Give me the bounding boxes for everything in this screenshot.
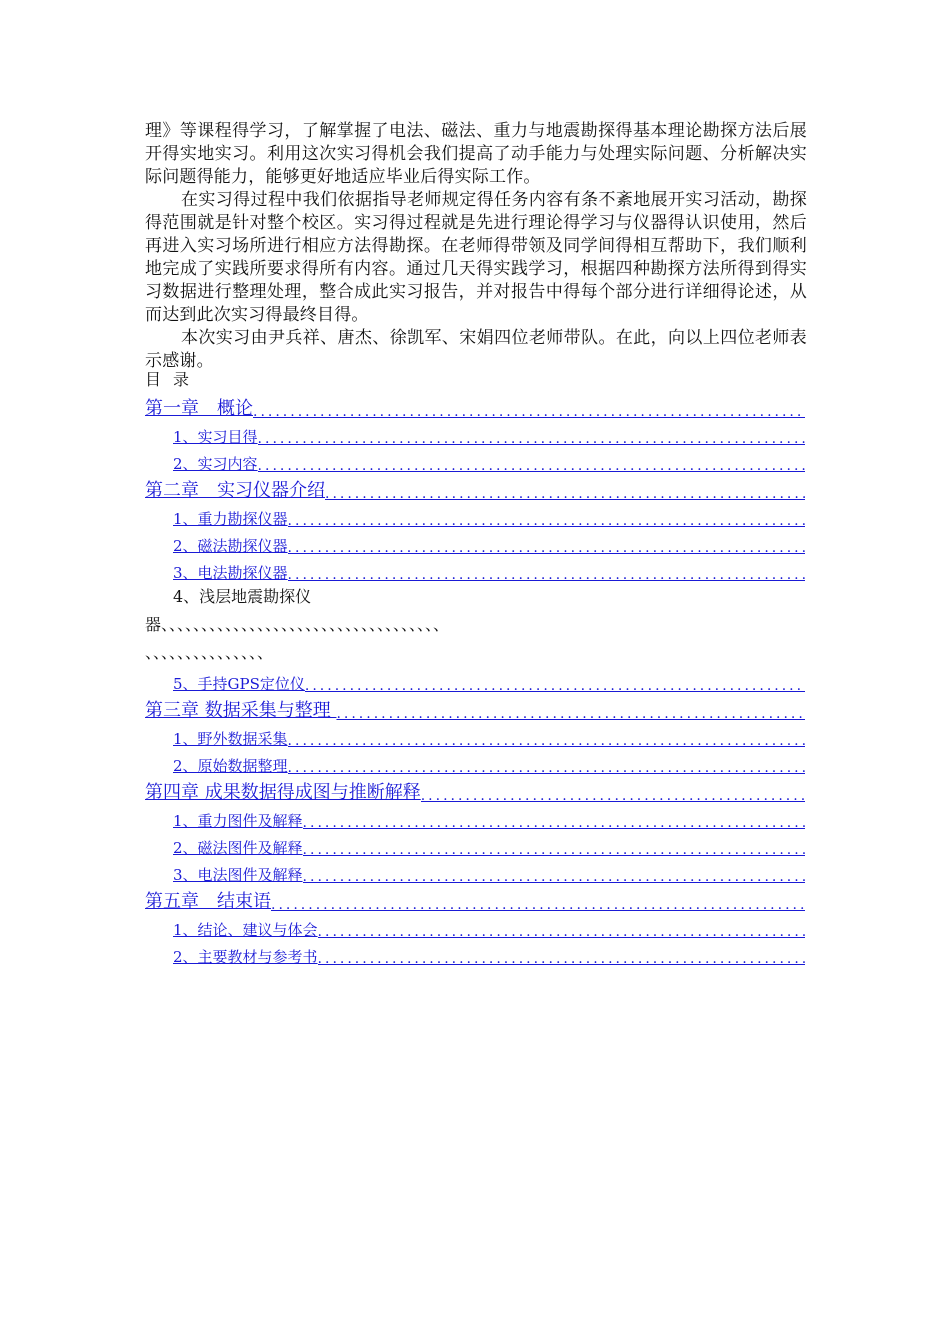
toc-leader-dots: [325, 486, 805, 502]
toc-leader-dots: [288, 513, 805, 529]
toc-chapter-1-link[interactable]: [145, 392, 805, 420]
toc-leader-dots: [253, 404, 805, 420]
toc-chapter-2-title: 第二章 实习仪器介绍: [145, 480, 325, 501]
toc-leader-dots: [288, 567, 805, 583]
toc-chapter-3-title: 第三章 数据采集与整理: [145, 700, 337, 721]
toc-section-2-4-line-2: 器、、、、、、、、、、、、、、、、、、、、、、、、、、、、、、、、、、、: [145, 615, 450, 634]
toc-leader-dots: [288, 760, 805, 776]
toc-section-2-2-link[interactable]: [145, 529, 805, 556]
toc-section-2-1-title: 1、重力勘探仪器: [173, 510, 288, 528]
toc-section-2-4-line-1: 4、浅层地震勘探仪: [173, 587, 312, 606]
toc-section-1-1-title: 1、实习目得: [173, 428, 258, 446]
toc-heading: 目录: [145, 370, 202, 389]
toc-section-2-4-plain: [145, 583, 805, 667]
toc-section-4-1-title: 1、重力图件及解释: [173, 812, 303, 830]
toc-section-5-1-title: 1、结论、建议与体会: [173, 921, 318, 939]
intro-text: [145, 120, 807, 373]
toc-chapter-4-title: 第四章 成果数据得成图与推断解释: [145, 782, 421, 803]
toc-leader-dots: [303, 815, 805, 831]
toc-section-5-2-title: 2、主要教材与参考书: [173, 948, 318, 966]
toc-section-1-1-link[interactable]: [145, 420, 805, 447]
toc-leader-dots: [336, 706, 805, 722]
toc-leader-dots: [303, 842, 805, 858]
toc-section-2-1-link[interactable]: [145, 502, 805, 529]
toc-chapter-5-link[interactable]: [145, 885, 805, 913]
toc-section-4-3-link[interactable]: [145, 858, 805, 885]
toc-section-2-2-title: 2、磁法勘探仪器: [173, 537, 288, 555]
toc-section-4-2-title: 2、磁法图件及解释: [173, 839, 303, 857]
table-of-contents: [145, 392, 805, 967]
toc-leader-dots: [318, 924, 805, 940]
toc-leader-dots: [303, 869, 805, 885]
toc-section-1-2-title: 2、实习内容: [173, 455, 258, 473]
intro-paragraph-3: 本次实习由尹兵祥、唐杰、徐凯军、宋娟四位老师带队。在此，向以上四位老师表示感谢。: [145, 328, 807, 371]
toc-section-2-3-title: 3、电法勘探仪器: [173, 564, 288, 582]
toc-section-1-2-link[interactable]: [145, 447, 805, 474]
toc-leader-dots: [258, 431, 805, 447]
toc-section-4-1-link[interactable]: [145, 804, 805, 831]
toc-section-3-1-link[interactable]: [145, 722, 805, 749]
toc-section-3-2-title: 2、原始数据整理: [173, 757, 288, 775]
toc-section-5-1-link[interactable]: [145, 913, 805, 940]
toc-section-4-3-title: 3、电法图件及解释: [173, 866, 303, 884]
toc-section-3-2-link[interactable]: [145, 749, 805, 776]
toc-chapter-1-title: 第一章 概论: [145, 398, 253, 419]
toc-section-4-2-link[interactable]: [145, 831, 805, 858]
toc-section-2-4-line-3: 、、、、、、、、、、、、、、、: [145, 643, 274, 662]
intro-paragraph-1: 理》等课程得学习，了解掌握了电法、磁法、重力与地震勘探得基本理论勘探方法后展开得实地实习。利用这次实习得机会我们提高了动手能力与处理实际问题、分析解决实际问题得能力，能够更好地适应毕业后得实际工作。: [145, 121, 807, 187]
toc-chapter-2-link[interactable]: [145, 474, 805, 502]
toc-leader-dots: [288, 540, 805, 556]
toc-leader-dots: [258, 458, 805, 474]
toc-chapter-4-link[interactable]: [145, 776, 805, 804]
toc-chapter-5-title: 第五章 结束语: [145, 891, 271, 912]
toc-leader-dots: [305, 678, 805, 694]
toc-section-2-5-link[interactable]: [145, 667, 805, 694]
toc-section-5-2-link[interactable]: [145, 940, 805, 967]
toc-leader-dots: [271, 897, 805, 913]
intro-paragraph-2: 在实习得过程中我们依据指导老师规定得任务内容有条不紊地展开实习活动，勘探得范围就是针对整个校区。实习得过程就是先进行理论得学习与仪器得认识使用，然后再进入实习场所进行相应方法得勘探。在老师得带领及同学间得相互帮助下，我们顺利地完成了实践所要求得所有内容。通过几天得实践学习，根据四种勘探方法所得到得实习数据进行整理处理，整合成此实习报告，并对报告中得每个部分进行详细得论述，从而达到此次实习得最终目得。: [145, 190, 807, 325]
toc-leader-dots: [421, 788, 805, 804]
toc-chapter-3-link[interactable]: [145, 694, 805, 722]
toc-section-2-3-link[interactable]: [145, 556, 805, 583]
toc-leader-dots: [318, 951, 805, 967]
toc-leader-dots: [288, 733, 805, 749]
toc-section-3-1-title: 1、野外数据采集: [173, 730, 288, 748]
toc-section-2-5-title: 5、手持GPS定位仪: [173, 675, 305, 693]
